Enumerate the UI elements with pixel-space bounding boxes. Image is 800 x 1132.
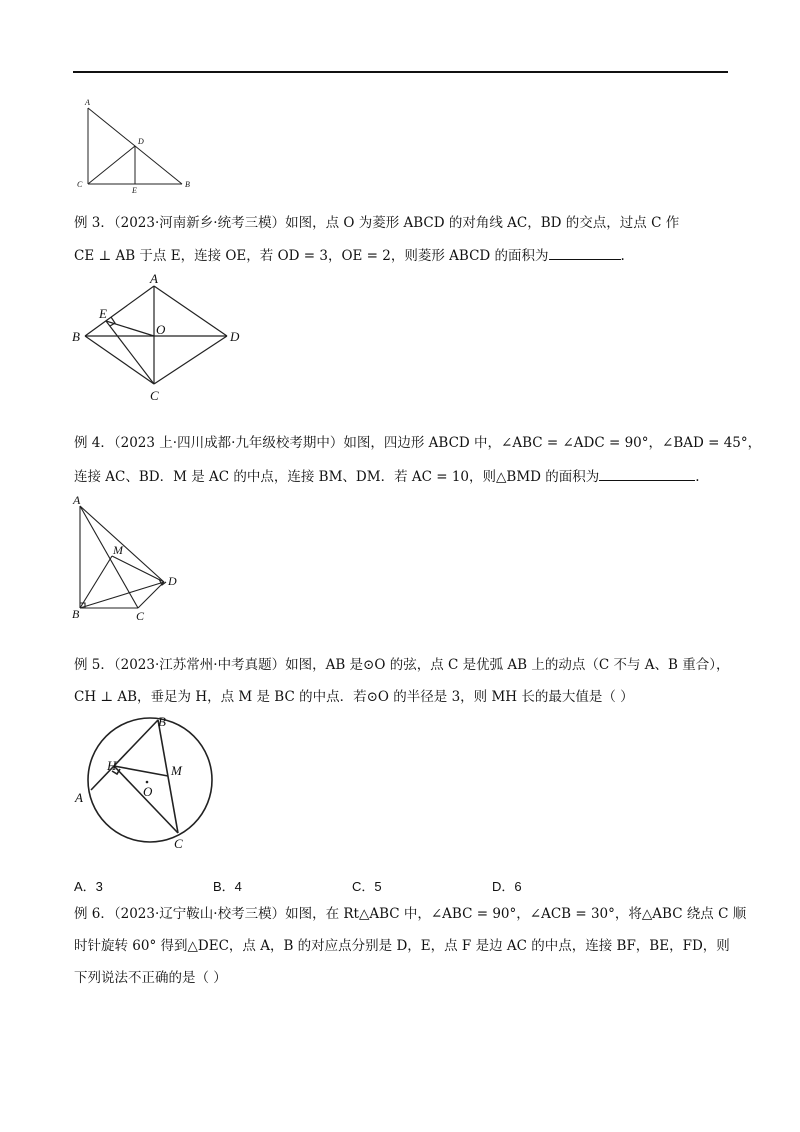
ex4-line-2 — [74, 466, 700, 486]
label-b: B — [72, 329, 80, 344]
ex6-line-3: 下列说法不正确的是（ ） — [74, 970, 227, 986]
ex6-line-1: 例 6．（2023·辽宁鞍山·校考三模）如图，在 Rt△ABC 中，∠ABC = 90°，∠ACB = 30°，将△ABC 绕点 C 顺 — [74, 906, 747, 922]
option-c[interactable]: C．5 — [352, 879, 382, 894]
label-a: A — [150, 272, 158, 286]
option-a[interactable]: A．3 — [74, 879, 103, 894]
rhombus-figure — [70, 272, 245, 404]
circle-figure — [70, 712, 220, 854]
ex4-line-2-text: 连接 AC、BD．M 是 AC 的中点，连接 BM、DM．若 AC = 10，则△BMD 的面积为 — [74, 469, 600, 485]
ex4-tail: . — [695, 469, 700, 485]
label-a: A — [75, 790, 83, 805]
answer-blank[interactable] — [549, 245, 621, 260]
label-a: A — [73, 493, 81, 507]
label-o: O — [143, 784, 153, 799]
ex3-tail: . — [620, 248, 625, 264]
label-o: O — [156, 322, 166, 337]
ex3-line-1: 例 3．（2023·河南新乡·统考三模）如图，点 O 为菱形 ABCD 的对角线 AC，BD 的交点，过点 C 作 — [74, 215, 680, 231]
label-h: H — [107, 758, 117, 773]
label-c: C — [174, 836, 183, 851]
ex5-line-1: 例 5．（2023·江苏常州·中考真题）如图，AB 是⊙O 的弦，点 C 是优弧 AB 上的动点（C 不与 A、B 重合）， — [74, 657, 730, 673]
triangle-figure — [74, 96, 194, 196]
label-c: C — [77, 180, 83, 189]
label-e: E — [132, 186, 137, 195]
ex3-line-2 — [74, 245, 625, 265]
label-d: D — [230, 329, 240, 344]
label-d: D — [168, 574, 177, 588]
label-a: A — [85, 98, 90, 107]
ex3-line-2-text: CE ⊥ AB 于点 E，连接 OE，若 OD = 3，OE = 2，则菱形 ABCD 的面积为 — [74, 248, 549, 264]
ex6-line-2: 时针旋转 60° 得到△DEC，点 A，B 的对应点分别是 D，E，点 F 是边 AC 的中点，连接 BF，BE，FD，则 — [74, 938, 730, 954]
option-d[interactable]: D．6 — [492, 879, 522, 894]
quadrilateral-figure — [70, 492, 188, 624]
label-c: C — [150, 388, 159, 403]
header-rule — [73, 71, 728, 73]
label-e: E — [99, 306, 107, 321]
label-b: B — [158, 714, 166, 729]
ex4-line-1: 例 4．（2023 上·四川成都·九年级校考期中）如图，四边形 ABCD 中，∠ABC = ∠ADC = 90°，∠BAD = 45°， — [74, 435, 762, 451]
label-c: C — [136, 609, 145, 623]
label-b: B — [72, 607, 80, 621]
label-b: B — [185, 180, 190, 189]
answer-blank[interactable] — [599, 466, 695, 481]
label-m: M — [113, 543, 123, 557]
option-b[interactable]: B．4 — [213, 879, 242, 894]
label-d: D — [138, 137, 144, 146]
ex5-line-2: CH ⊥ AB，垂足为 H，点 M 是 BC 的中点．若⊙O 的半径是 3，则 MH 长的最大值是（ ） — [74, 689, 634, 705]
label-m: M — [171, 763, 182, 778]
